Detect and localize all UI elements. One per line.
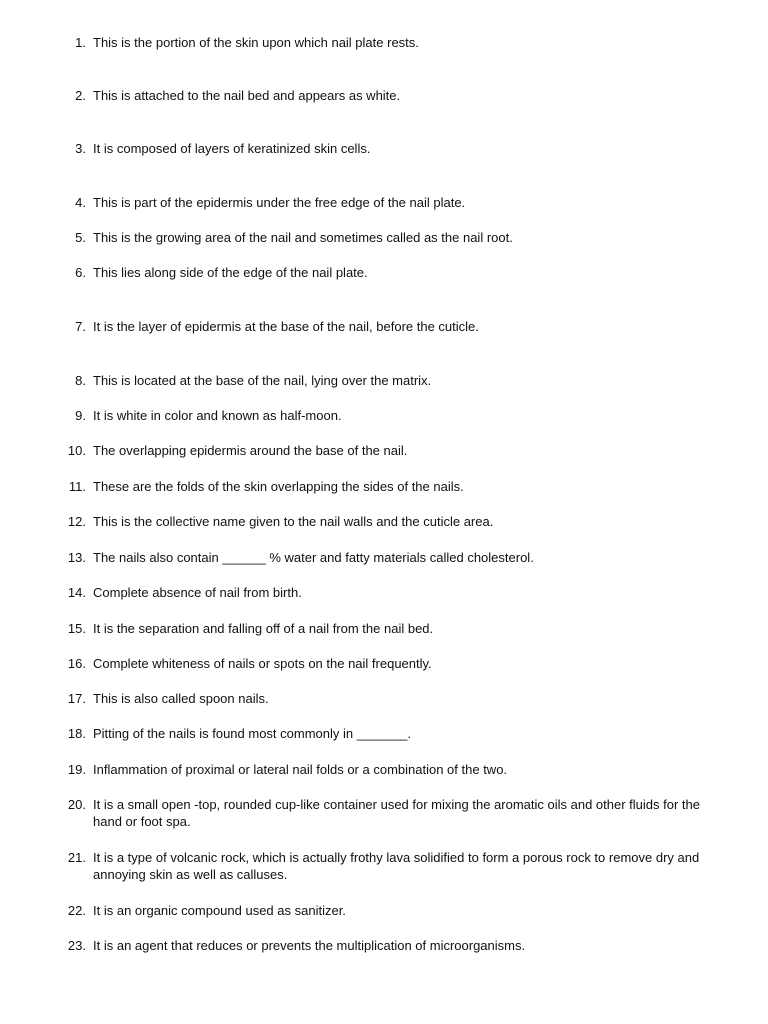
question-text: The overlapping epidermis around the base of the nail. xyxy=(93,443,408,458)
question-number: 22. xyxy=(67,903,86,918)
question-number: 15. xyxy=(67,621,86,636)
question-text: This is the collective name given to the nail walls and the cuticle area. xyxy=(93,514,494,529)
question-number: 13. xyxy=(67,550,86,565)
question-text: It is composed of layers of keratinized skin cells. xyxy=(93,141,371,156)
question-number: 8. xyxy=(75,373,86,388)
question-number: 4. xyxy=(75,195,86,210)
question-number: 5. xyxy=(75,230,86,245)
question-number: 23. xyxy=(67,938,86,953)
question-text: It is the separation and falling off of a nail from the nail bed. xyxy=(93,621,434,636)
question-number: 10. xyxy=(67,443,86,458)
question-text: This is attached to the nail bed and appears as white. xyxy=(93,88,401,103)
question-text: This is also called spoon nails. xyxy=(93,691,269,706)
question-text: It is white in color and known as half-moon. xyxy=(93,408,342,423)
question-text: This is located at the base of the nail, lying over the matrix. xyxy=(93,373,432,388)
question-number: 18. xyxy=(67,726,86,741)
question-number: 9. xyxy=(75,408,86,423)
question-number: 3. xyxy=(75,141,86,156)
question-text: Complete absence of nail from birth. xyxy=(93,585,302,600)
question-number: 12. xyxy=(67,514,86,529)
question-number: 14. xyxy=(67,585,86,600)
question-number: 16. xyxy=(67,656,86,671)
question-text: This is the growing area of the nail and sometimes called as the nail root. xyxy=(93,230,513,245)
question-number: 20. xyxy=(67,797,86,812)
question-text: Pitting of the nails is found most commonly in _______. xyxy=(93,726,411,741)
question-text: It is the layer of epidermis at the base of the nail, before the cuticle. xyxy=(93,319,479,334)
question-text: These are the folds of the skin overlapping the sides of the nails. xyxy=(93,479,464,494)
question-number: 2. xyxy=(75,88,86,103)
question-text: It is an organic compound used as sanitizer. xyxy=(93,903,346,918)
question-number: 19. xyxy=(67,762,86,777)
question-number: 6. xyxy=(75,265,86,280)
question-text: The nails also contain ______ % water and fatty materials called cholesterol. xyxy=(93,550,534,565)
question-number: 7. xyxy=(75,319,86,334)
question-text: Complete whiteness of nails or spots on the nail frequently. xyxy=(93,656,432,671)
question-text: This is part of the epidermis under the free edge of the nail plate. xyxy=(93,195,466,210)
question-number: 11. xyxy=(68,479,86,494)
question-number: 1. xyxy=(75,35,86,50)
question-number: 21. xyxy=(67,850,86,865)
question-number: 17. xyxy=(67,691,86,706)
question-text: Inflammation of proximal or lateral nail folds or a combination of the two. xyxy=(93,762,508,777)
question-text: It is a small open -top, rounded cup-like container used for mixing the aromatic oils and other fluids for the hand or foot spa. xyxy=(93,797,700,829)
question-text: This is the portion of the skin upon which nail plate rests. xyxy=(93,35,419,50)
question-text: It is a type of volcanic rock, which is actually frothy lava solidified to form a porous rock to remove dry and annoying skin as well as calluses. xyxy=(93,850,700,882)
question-text: It is an agent that reduces or prevents the multiplication of microorganisms. xyxy=(93,938,526,953)
question-text: This lies along side of the edge of the nail plate. xyxy=(93,265,368,280)
